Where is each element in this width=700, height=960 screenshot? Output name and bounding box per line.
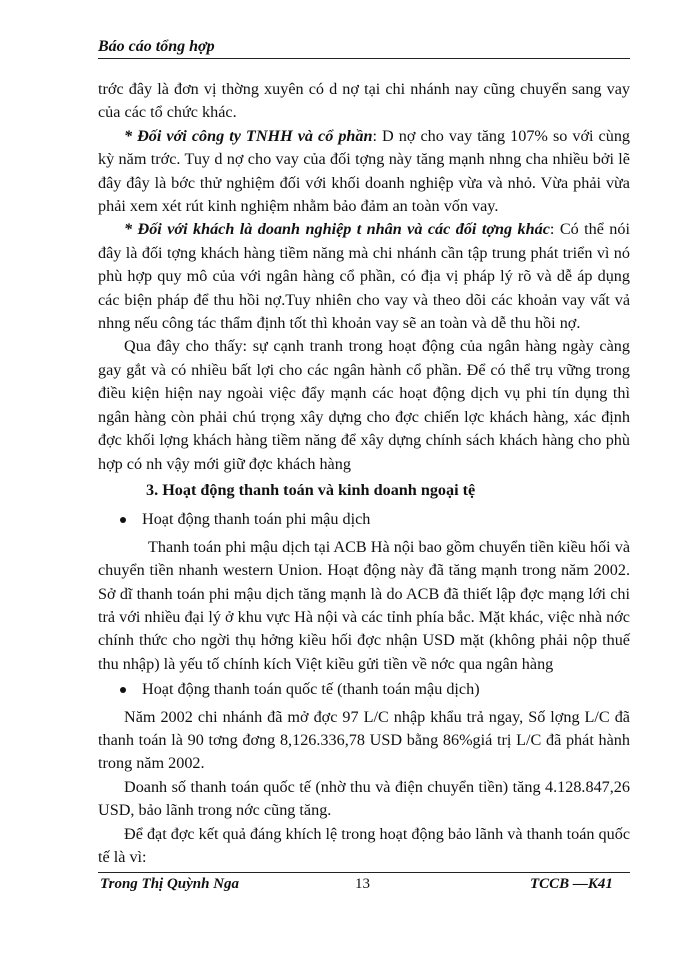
paragraph-tnhh bbox=[98, 125, 630, 219]
page-header-title: Báo cáo tổng hợp bbox=[98, 38, 215, 55]
footer-author: Trong Thị Quỳnh Nga bbox=[100, 876, 240, 892]
bullet-icon bbox=[120, 517, 126, 523]
tnhh-text: : D nợ cho vay tăng 107% so với cùng kỳ năm trớc. Tuy d nợ cho vay của đối tợng này tăng mạnh nhng cha nhiều bởi lẽ đây đây là bớc thử nghiệm đối với khối doanh nghiệp vừa và nhỏ. Vừa phải vừa phải xem xét rút kinh nghiệm nhằm bảo đảm an toàn vốn vay. bbox=[98, 126, 631, 216]
footer-class-code: TCCB —K41 bbox=[530, 876, 613, 892]
paragraph-conclusion: Qua đây cho thấy: sự cạnh tranh trong hoạt động của ngân hàng ngày càng gay gắt và có nhiều bất lợi cho các ngân hành cổ phần. Để có thể trụ vững trong điều kiện hiện nay ngoài việc đẩy mạnh các hoạt động dịch vụ phi tín dụng thì ngân hàng còn phải chú trọng xây dựng cho đợc chiến lợc khách hàng, xác định đợc khối lợng khách hàng tiềm năng để xây dựng chính sách khách hàng cho phù hợp có nh vậy mới giữ đợc khách hàng bbox=[98, 337, 630, 473]
footer-divider bbox=[98, 872, 630, 873]
paragraph-non-trade: Thanh toán phi mậu dịch tại ACB Hà nội bao gồm chuyển tiền kiều hối và chuyển tiền nhanh western Union. Hoạt động này đã tăng mạnh trong năm 2002. Sở dĩ thanh toán phi mậu dịch tăng mạnh là do ACB đã thiết lập đợc mạng lới chi trả với nhiều đại lý ở khu vực Hà nội và các tỉnh phía bắc. Mặt khác, việc nhà nớc chính thức cho ngời thụ hởng kiều hối đợc nhận USD mặt (không phải nộp thuế thu nhập) là yếu tố chính kích Việt kiều gửi tiền về nớc qua ngân hàng bbox=[98, 537, 630, 673]
header-divider bbox=[98, 58, 630, 59]
paragraph-turnover: Doanh số thanh toán quốc tế (nhờ thu và điện chuyển tiền) tăng 4.128.847,26 USD, bảo lãnh trong nớc cũng tăng. bbox=[98, 777, 630, 820]
private-enterprise-label: * Đối với khách là doanh nghiệp t nhân và các đối tợng khác bbox=[124, 220, 550, 239]
private-enterprise-text: : Có thể nói đây là đối tợng khách hàng tiềm năng mà chi nhánh cần tập trung phát triển vì nó phù hợp quy mô của với ngân hàng cổ phần, có địa vị pháp lý rõ và dễ áp dụng các biện pháp để thu hồi nợ.Tuy nhiên cho vay và theo dõi các khoản vay vất vả nhng nếu công tác thẩm định tốt thì khoản vay sẽ an toàn và dễ thu hồi nợ. bbox=[98, 220, 630, 333]
bullet-non-trade-label: Hoạt động thanh toán phi mậu dịch bbox=[142, 510, 371, 529]
section-heading-3: 3. Hoạt động thanh toán và kinh doanh ngoại tệ bbox=[146, 480, 476, 499]
bullet-international-label: Hoạt động thanh toán quốc tế (thanh toán mậu dịch) bbox=[142, 680, 480, 699]
paragraph-reasons: Để đạt đợc kết quả đáng khích lệ trong hoạt động bảo lãnh và thanh toán quốc tế là vì: bbox=[98, 824, 630, 866]
bullet-icon bbox=[120, 687, 126, 693]
bullet-international-payment bbox=[98, 678, 630, 701]
paragraph-lc-2002: Năm 2002 chi nhánh đã mở đợc 97 L/C nhập khẩu trả ngay, Số lợng L/C đã thanh toán là 90 tơng đơng 8,126.336,78 USD bằng 86%giá trị L/C đã phát hành trong năm 2002. bbox=[98, 707, 630, 773]
paragraph-private-enterprise bbox=[98, 218, 630, 335]
document-body bbox=[98, 78, 630, 869]
bullet-non-trade-payment bbox=[98, 508, 630, 531]
tnhh-label: * Đối với công ty TNHH và cổ phần bbox=[124, 126, 373, 145]
paragraph-continuation: trớc đây là đơn vị thờng xuyên có d nợ tại chi nhánh nay cũng chuyển sang vay của các tổ chức khác. bbox=[98, 80, 630, 122]
footer-page-number: 13 bbox=[355, 876, 370, 892]
